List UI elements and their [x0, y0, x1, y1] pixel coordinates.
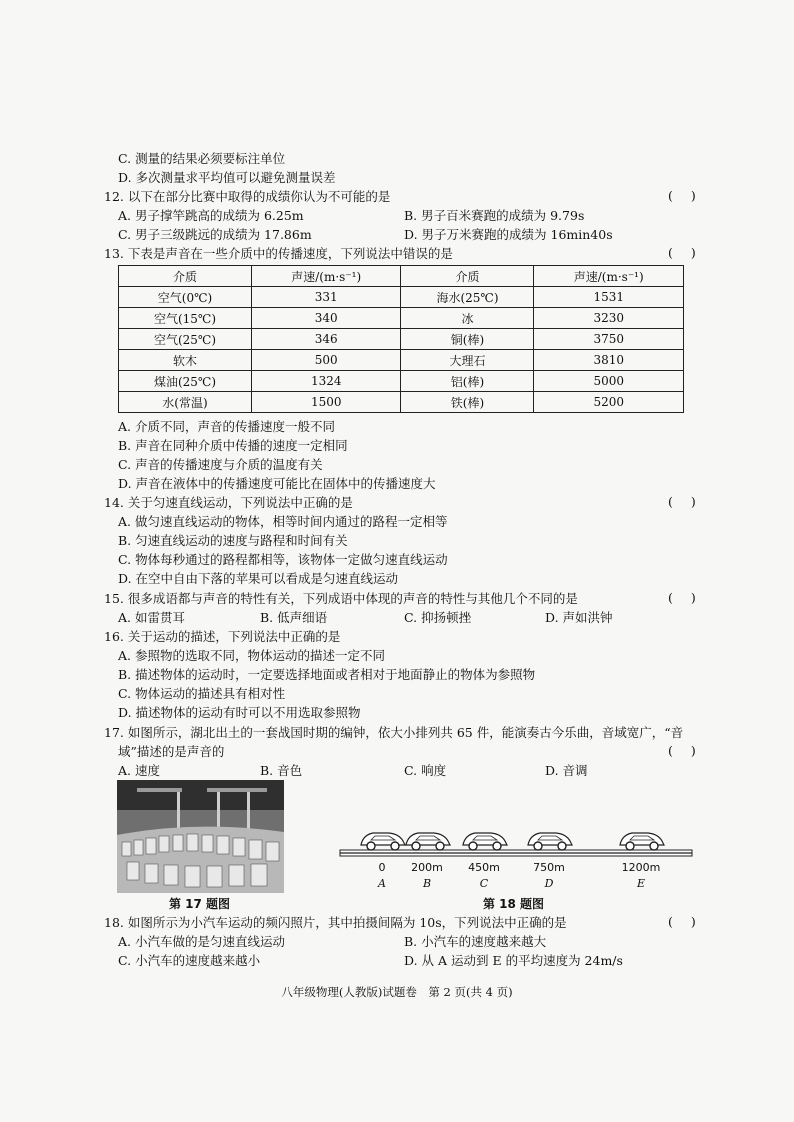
table-row: [119, 287, 684, 308]
q12-option-b: B. 男子百米赛跑的成绩为 9.79s: [404, 208, 585, 223]
table-header-row: [119, 266, 684, 287]
table-row: [119, 308, 684, 329]
q17-option-b: B. 音色: [260, 763, 303, 778]
q17-option-d: D. 音调: [545, 763, 588, 778]
position-letter: D: [544, 877, 554, 890]
q16-stem: 16. 关于运动的描述，下列说法中正确的是: [104, 629, 341, 644]
table-row: [119, 392, 684, 413]
table-cell: 水(常温): [119, 392, 252, 413]
q12-option-a: A. 男子撑竿跳高的成绩为 6.25m: [118, 208, 304, 223]
position-letter: E: [636, 877, 646, 890]
q12-option-c: C. 男子三级跳远的成绩为 17.86m: [118, 227, 312, 242]
table-cell: 331: [251, 287, 401, 308]
table-cell: 铁(棒): [401, 392, 534, 413]
table-cell: 3810: [534, 350, 684, 371]
q18-stem: 18. 如图所示为小汽车运动的频闪照片，其中拍摄间隔为 10s，下列说法中正确的是: [104, 915, 567, 930]
table-cell: 海水(25℃): [401, 287, 534, 308]
q13-option-b: B. 声音在同种介质中传播的速度一定相同: [118, 438, 348, 453]
sound-speed-table: [118, 265, 684, 413]
answer-paren: (): [668, 914, 714, 929]
table-cell: 铜(棒): [401, 329, 534, 350]
answer-paren: (): [668, 188, 714, 203]
table-cell: 空气(25℃): [119, 329, 252, 350]
position-letter: A: [378, 877, 386, 890]
q14-option-d: D. 在空中自由下落的苹果可以看成是匀速直线运动: [118, 571, 399, 586]
q12-stem: 12. 以下在部分比赛中取得的成绩你认为不可能的是: [104, 189, 391, 204]
q14-option-c: C. 物体每秒通过的路程都相等，该物体一定做匀速直线运动: [118, 552, 448, 567]
table-header: 声速/(m·s⁻¹): [534, 266, 684, 287]
table-cell: 空气(15℃): [119, 308, 252, 329]
car-icon: [361, 833, 405, 850]
table-cell: 500: [251, 350, 401, 371]
table-cell: 346: [251, 329, 401, 350]
table-cell: 冰: [401, 308, 534, 329]
q15-option-c: C. 抑扬顿挫: [404, 610, 472, 625]
table-row: [119, 371, 684, 392]
q13-stem: 13. 下表是声音在一些介质中的传播速度，下列说法中错误的是: [104, 246, 453, 261]
car-icon: [463, 833, 507, 850]
figure-18-caption: 第 18 题图: [483, 897, 545, 911]
table-cell: 铝(棒): [401, 371, 534, 392]
q18-option-d: D. 从 A 运动到 E 的平均速度为 24m/s: [404, 953, 623, 968]
distance-label: 200m: [411, 861, 443, 874]
answer-paren: (): [668, 590, 714, 605]
q17-stem-line2: 域”描述的是声音的: [118, 744, 225, 759]
q11-option-d: D. 多次测量求平均值可以避免测量误差: [118, 170, 336, 185]
q14-option-a: A. 做匀速直线运动的物体，相等时间内通过的路程一定相等: [118, 514, 448, 529]
answer-paren: (): [668, 743, 714, 758]
car-icon: [528, 833, 572, 850]
table-cell: 1531: [534, 287, 684, 308]
distance-label: 1200m: [621, 861, 661, 874]
table-row: [119, 329, 684, 350]
table-header: 介质: [401, 266, 534, 287]
q17-option-a: A. 速度: [118, 763, 160, 778]
q14-stem: 14. 关于匀速直线运动，下列说法中正确的是: [104, 495, 353, 510]
table-cell: 3230: [534, 308, 684, 329]
table-cell: 5200: [534, 392, 684, 413]
figure-17-caption: 第 17 题图: [169, 897, 231, 911]
q17-stem-line1: 17. 如图所示，湖北出土的一套战国时期的编钟，依大小排列共 65 件，能演奏古今乐曲，音域宽广，“音: [104, 725, 684, 740]
q14-option-b: B. 匀速直线运动的速度与路程和时间有关: [118, 533, 348, 548]
q16-option-d: D. 描述物体的运动有时可以不用选取参照物: [118, 705, 361, 720]
table-cell: 3750: [534, 329, 684, 350]
table-header: 介质: [119, 266, 252, 287]
table-cell: 大理石: [401, 350, 534, 371]
q15-stem: 15. 很多成语都与声音的特性有关，下列成语中体现的声音的特性与其他几个不同的是: [104, 591, 578, 606]
q15-option-d: D. 声如洪钟: [545, 610, 613, 625]
q13-option-d: D. 声音在液体中的传播速度可能比在固体中的传播速度大: [118, 476, 436, 491]
q18-option-c: C. 小汽车的速度越来越小: [118, 953, 261, 968]
table-cell: 空气(0℃): [119, 287, 252, 308]
table-cell: 5000: [534, 371, 684, 392]
q15-option-a: A. 如雷贯耳: [118, 610, 185, 625]
q11-option-c: C. 测量的结果必须要标注单位: [118, 151, 286, 166]
q16-option-b: B. 描述物体的运动时，一定要选择地面或者相对于地面静止的物体为参照物: [118, 667, 536, 682]
page-footer: 八年级物理(人教版)试题卷 第 2 页(共 4 页): [281, 985, 513, 999]
q13-option-c: C. 声音的传播速度与介质的温度有关: [118, 457, 323, 472]
distance-label: 750m: [533, 861, 565, 874]
table-cell: 1500: [251, 392, 401, 413]
chime-bells-photo: [117, 780, 284, 893]
q17-option-c: C. 响度: [404, 763, 447, 778]
q15-option-b: B. 低声细语: [260, 610, 328, 625]
answer-paren: (): [668, 494, 714, 509]
q12-option-d: D. 男子万米赛跑的成绩为 16min40s: [404, 227, 613, 242]
table-cell: 软木: [119, 350, 252, 371]
car-icon: [406, 833, 450, 850]
q16-option-a: A. 参照物的选取不同，物体运动的描述一定不同: [118, 648, 385, 663]
q13-option-a: A. 介质不同，声音的传播速度一般不同: [118, 419, 335, 434]
table-cell: 煤油(25℃): [119, 371, 252, 392]
q18-option-b: B. 小汽车的速度越来越大: [404, 934, 547, 949]
car-icon: [620, 833, 664, 850]
distance-label: 0: [378, 861, 386, 874]
distance-label: 450m: [468, 861, 500, 874]
position-letter: C: [479, 877, 489, 890]
position-letter: B: [422, 877, 432, 890]
table-cell: 1324: [251, 371, 401, 392]
q18-option-a: A. 小汽车做的是匀速直线运动: [118, 934, 285, 949]
table-cell: 340: [251, 308, 401, 329]
table-row: [119, 350, 684, 371]
q16-option-c: C. 物体运动的描述具有相对性: [118, 686, 286, 701]
answer-paren: (): [668, 245, 714, 260]
table-header: 声速/(m·s⁻¹): [251, 266, 401, 287]
